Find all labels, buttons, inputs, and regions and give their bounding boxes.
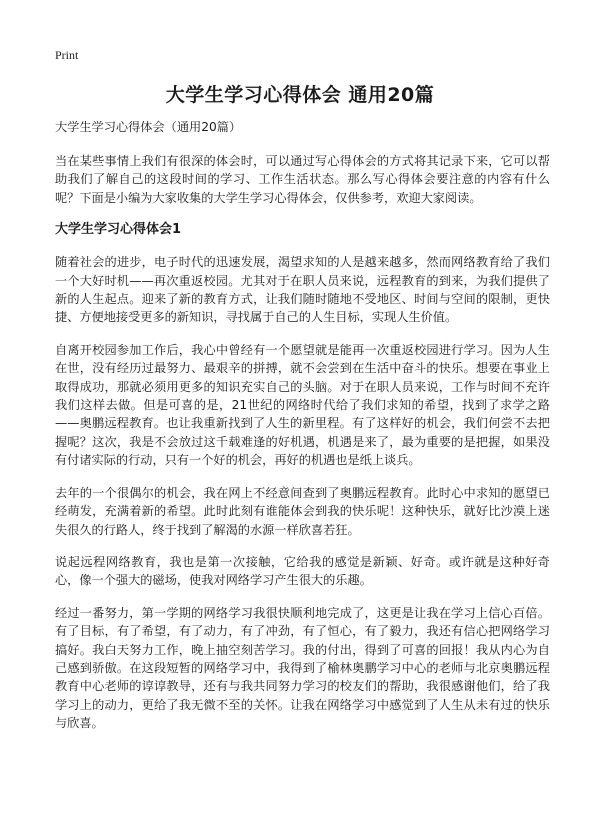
intro-paragraph: 当在某些事情上我们有很深的体会时，可以通过写心得体会的方式将其记录下来，它可以帮助我们了解自己的这段时间的学习、工作生活状态。那么写心得体会要注意的内容有什么呢？下面是小编为大家收集的大学生学习心得体会，仅供参考，欢迎大家阅读。: [55, 154, 550, 205]
body-paragraph: 去年的一个很偶尔的机会，我在网上不经意间查到了奥鹏远程教育。此时心中求知的愿望已经萌发，充满着新的希望。此时此刻有谁能体会到我的快乐呢！这种快乐，就好比沙漠上迷失很久的行路人，终于找到了解渴的水源一样欣喜若狂。: [55, 485, 550, 537]
document-subtitle: 大学生学习心得体会（通用20篇）: [55, 120, 242, 134]
body-paragraph: 自离开校园参加工作后，我心中曾经有一个愿望就是能再一次重返校园进行学习。因为人生在世，没有经历过最努力、最艰辛的拼搏，就不会尝到在生活中奋斗的快乐。想要在事业上取得成功，那就必须用更多的知识充实自己的头脑。对于在职人员来说，工作与时间不充许我们这样去做。但是可喜的是，21世纪的网络时代给了我们求知的希望，找到了求学之路——奥鹏远程教育。也让我重新找到了人生的新里程。有了这样好的机会，我们何尝不去把握呢？这次，我是不会放过这千载难逢的好机遇，机遇是来了，最为重要的是把握，如果没有付诸实际的行动，只有一个好的机会，再好的机遇也是纸上谈兵。: [55, 342, 550, 468]
document-body: [55, 118, 550, 747]
section-heading: 大学生学习心得体会1: [55, 222, 182, 238]
page-title: 大学生学习心得体会 通用20篇: [165, 84, 435, 106]
body-paragraph: 随着社会的进步，电子时代的迅速发展，渴望求知的人是越来越多，然而网络教育给了我们一个大好时机——再次重返校园。尤其对于在职人员来说，远程教育的到来，为我们提供了新的人生起点。迎来了新的教育方式，让我们随时随地不受地区、时间与空间的限制，更快捷、方便地接受更多的新知识，寻找属于自己的人生目标，实现人生价值。: [55, 255, 550, 325]
body-paragraph: 说起远程网络教育，我也是第一次接触，它给我的感觉是新颖、好奇。或许就是这种好奇心，像一个强大的磁场，使我对网络学习产生很大的乐趣。: [55, 554, 550, 588]
print-label: Print: [55, 48, 79, 62]
body-paragraph: 经过一番努力，第一学期的网络学习我很快顺利地完成了，这更是让我在学习上信心百倍。有了目标，有了希望，有了动力，有了冲劲，有了恒心，有了毅力，我还有信心把网络学习搞好。我白天努力工作，晚上抽空刻苦学习。我的付出，得到了可喜的回报！我从内心为自己感到骄傲。在这段短暂的网络学习中，我得到了榆林奥鹏学习中心的老师与北京奥鹏远程教育中心老师的谆谆教导，还有与我共同努力学习的校友们的帮助，我很感谢他们，给了我学习上的动力，更给了我无微不至的关怀。让我在网络学习中感觉到了人生从未有过的快乐与欣喜。: [55, 605, 550, 731]
